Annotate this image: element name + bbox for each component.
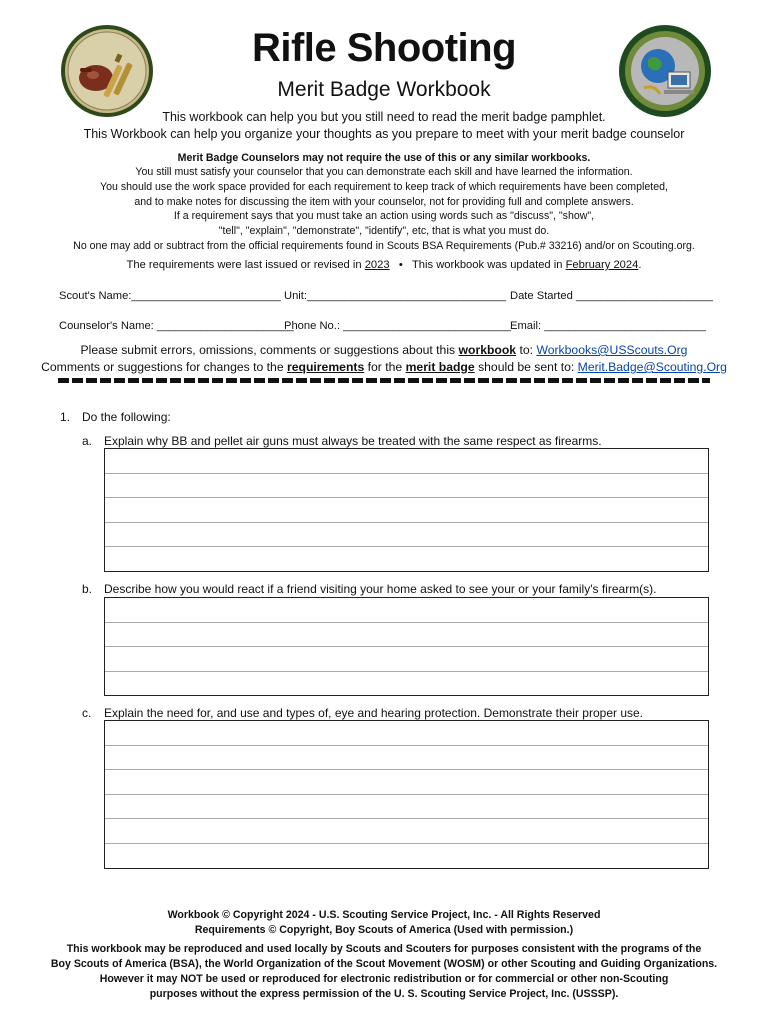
phone-field[interactable]: Phone No.: ___________________________ <box>284 320 512 332</box>
requirement-1b-text: Describe how you would react if a friend visiting your home asked to see your or your family's firearm(s). <box>104 582 657 596</box>
note-line-1: You still must satisfy your counselor that you can demonstrate each skill and have learned the information. <box>135 166 633 178</box>
updated-date: February 2024 <box>565 259 639 271</box>
requirement-1c-letter: c. <box>82 706 92 720</box>
requirement-1-text: Do the following: <box>82 410 171 424</box>
scout-name-field[interactable]: Scout's Name:________________________ <box>59 290 281 302</box>
merit-badge-email-link[interactable]: Merit.Badge@Scouting.Org <box>577 360 727 374</box>
intro-line-2: This Workbook can help you organize your thoughts as you prepare to meet with your merit badge counselor <box>83 127 685 141</box>
counselor-name-field[interactable]: Counselor's Name: ______________________ <box>59 320 294 332</box>
note-line-5: "tell", "explain", "demonstrate", "identify", etc, that is what you must do. <box>218 225 550 237</box>
footer-requirements-copyright: Requirements © Copyright, Boy Scouts of America (Used with permission.) <box>194 924 574 936</box>
workbooks-email-link[interactable]: Workbooks@USScouts.Org <box>536 343 688 357</box>
issued-year: 2023 <box>364 259 390 271</box>
footer-license-line-4: purposes without the express permission of the U. S. Scouting Service Project, Inc. (USSSP). <box>149 988 619 1000</box>
requirement-1c-text: Explain the need for, and use and types of, eye and hearing protection. Demonstrate their proper use. <box>104 706 644 720</box>
page-title: Rifle Shooting <box>251 26 517 70</box>
page-subtitle: Merit Badge Workbook <box>277 78 491 101</box>
submit-requirements-line: Comments or suggestions for changes to the requirements for the merit badge should be sent to: Merit.Badge@Scouting.Org <box>41 360 727 374</box>
note-line-4: If a requirement says that you must take an action using words such as "discuss", "show", <box>173 210 595 222</box>
requirement-1b-letter: b. <box>82 582 93 596</box>
date-started-field[interactable]: Date Started ______________________ <box>510 290 713 302</box>
email-field[interactable]: Email: __________________________ <box>510 320 706 332</box>
dashed-divider <box>58 378 710 383</box>
footer-license-line-1: This workbook may be reproduced and used locally by Scouts and Scouters for purposes consistent with the programs of the <box>66 943 702 955</box>
note-line-3: and to make notes for discussing the item with your counselor, not for providing full and complete answers. <box>134 196 634 208</box>
revision-info: The requirements were last issued or revised in 2023 • This workbook was updated in February 2024. <box>126 259 642 271</box>
answer-box-1b[interactable] <box>104 597 709 696</box>
note-line-6: No one may add or subtract from the official requirements found in Scouts BSA Requirements (Pub.# 33216) and/or on Scouting.org. <box>73 240 695 252</box>
submit-errors-line: Please submit errors, omissions, comments or suggestions about this workbook to: Workbooks@USScouts.Org <box>80 343 688 357</box>
requirement-1a-text: Explain why BB and pellet air guns must always be treated with the same respect as firearms. <box>104 434 602 448</box>
requirement-1a-letter: a. <box>82 434 93 448</box>
note-line-2: You should use the work space provided for each requirement to keep track of which requirements have been completed, <box>100 181 668 193</box>
footer-license-line-3: However it may NOT be used or reproduced for electronic redistribution or for commercial or other non-Scouting <box>99 973 669 985</box>
answer-box-1a[interactable] <box>104 448 709 572</box>
footer-copyright: Workbook © Copyright 2024 - U.S. Scouting Service Project, Inc. - All Rights Reserved <box>167 909 601 921</box>
answer-box-1c[interactable] <box>104 720 709 869</box>
counselor-note-bold: Merit Badge Counselors may not require the use of this or any similar workbooks. <box>177 152 591 164</box>
requirement-1-number: 1. <box>60 410 71 424</box>
unit-field[interactable]: Unit:________________________________ <box>284 290 507 302</box>
intro-line-1: This workbook can help you but you still need to read the merit badge pamphlet. <box>162 110 606 124</box>
footer-license-line-2: Boy Scouts of America (BSA), the World Organization of the Scout Movement (WOSM) or other Scouting and Guiding Organizations. <box>50 958 718 970</box>
